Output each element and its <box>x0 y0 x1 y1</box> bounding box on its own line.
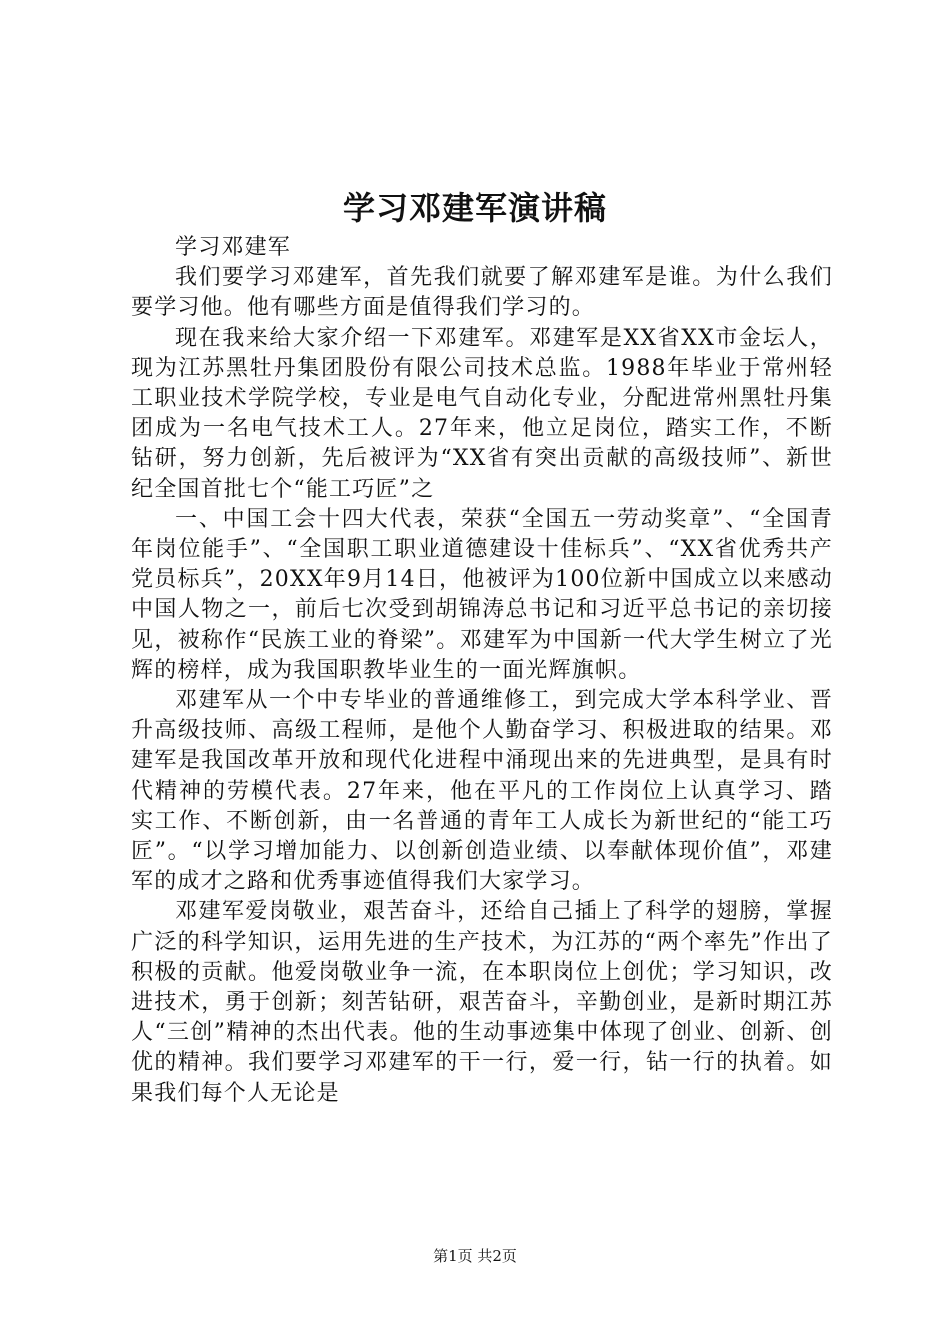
paragraph: 一、中国工会十四大代表，荣获“全国五一劳动奖章”、“全国青年岗位能手”、“全国职工职业道德建设十佳标兵”、“XX省优秀共产党员标兵”，20XX年9月14日，他被评为100位新中国成立以来感动中国人物之一，前后七次受到胡锦涛总书记和习近平总书记的亲切接见，被称作“民族工业的脊梁”。邓建军为中国新一代大学生树立了光辉的榜样，成为我国职教毕业生的一面光辉旗帜。 <box>131 506 833 683</box>
paragraph: 邓建军爱岗敬业，艰苦奋斗，还给自己插上了科学的翅膀，掌握广泛的科学知识，运用先进的生产技术，为江苏的“两个率先”作出了积极的贡献。他爱岗敬业争一流，在本职岗位上创优；学习知识，改进技术，勇于创新；刻苦钻研，艰苦奋斗，辛勤创业，是新时期江苏人“三创”精神的杰出代表。他的生动事迹集中体现了创业、创新、创优的精神。我们要学习邓建军的干一行，爱一行，钻一行的执着。如果我们每个人无论是 <box>131 899 833 1106</box>
document-title: 学习邓建军演讲稿 <box>342 189 607 227</box>
paragraph-subtitle: 学习邓建军 <box>175 235 292 260</box>
page-footer: 第1页 共2页 <box>433 1247 517 1265</box>
document-body <box>131 233 833 1109</box>
paragraph: 现在我来给大家介绍一下邓建军。邓建军是XX省XX市金坛人，现为江苏黑牡丹集团股份有限公司技术总监。1988年毕业于常州轻工职业技术学院学校，专业是电气自动化专业，分配进常州黑牡丹集团成为一名电气技术工人。27年来，他立足岗位，踏实工作，不断钻研，努力创新，先后被评为“XX省有突出贡献的高级技师”、新世纪全国首批七个“能工巧匠”之 <box>131 325 833 502</box>
paragraph: 我们要学习邓建军，首先我们就要了解邓建军是谁。为什么我们要学习他。他有哪些方面是值得我们学习的。 <box>131 265 833 321</box>
paragraph: 邓建军从一个中专毕业的普通维修工，到完成大学本科学业、晋升高级技师、高级工程师，是他个人勤奋学习、积极进取的结果。邓建军是我国改革开放和现代化进程中涌现出来的先进典型，是具有时代精神的劳模代表。27年来，他在平凡的工作岗位上认真学习、踏实工作、不断创新，由一名普通的青年工人成长为新世纪的“能工巧匠”。“以学习增加能力、以创新创造业绩、以奉献体现价值”，邓建军的成才之路和优秀事迹值得我们大家学习。 <box>131 688 833 895</box>
